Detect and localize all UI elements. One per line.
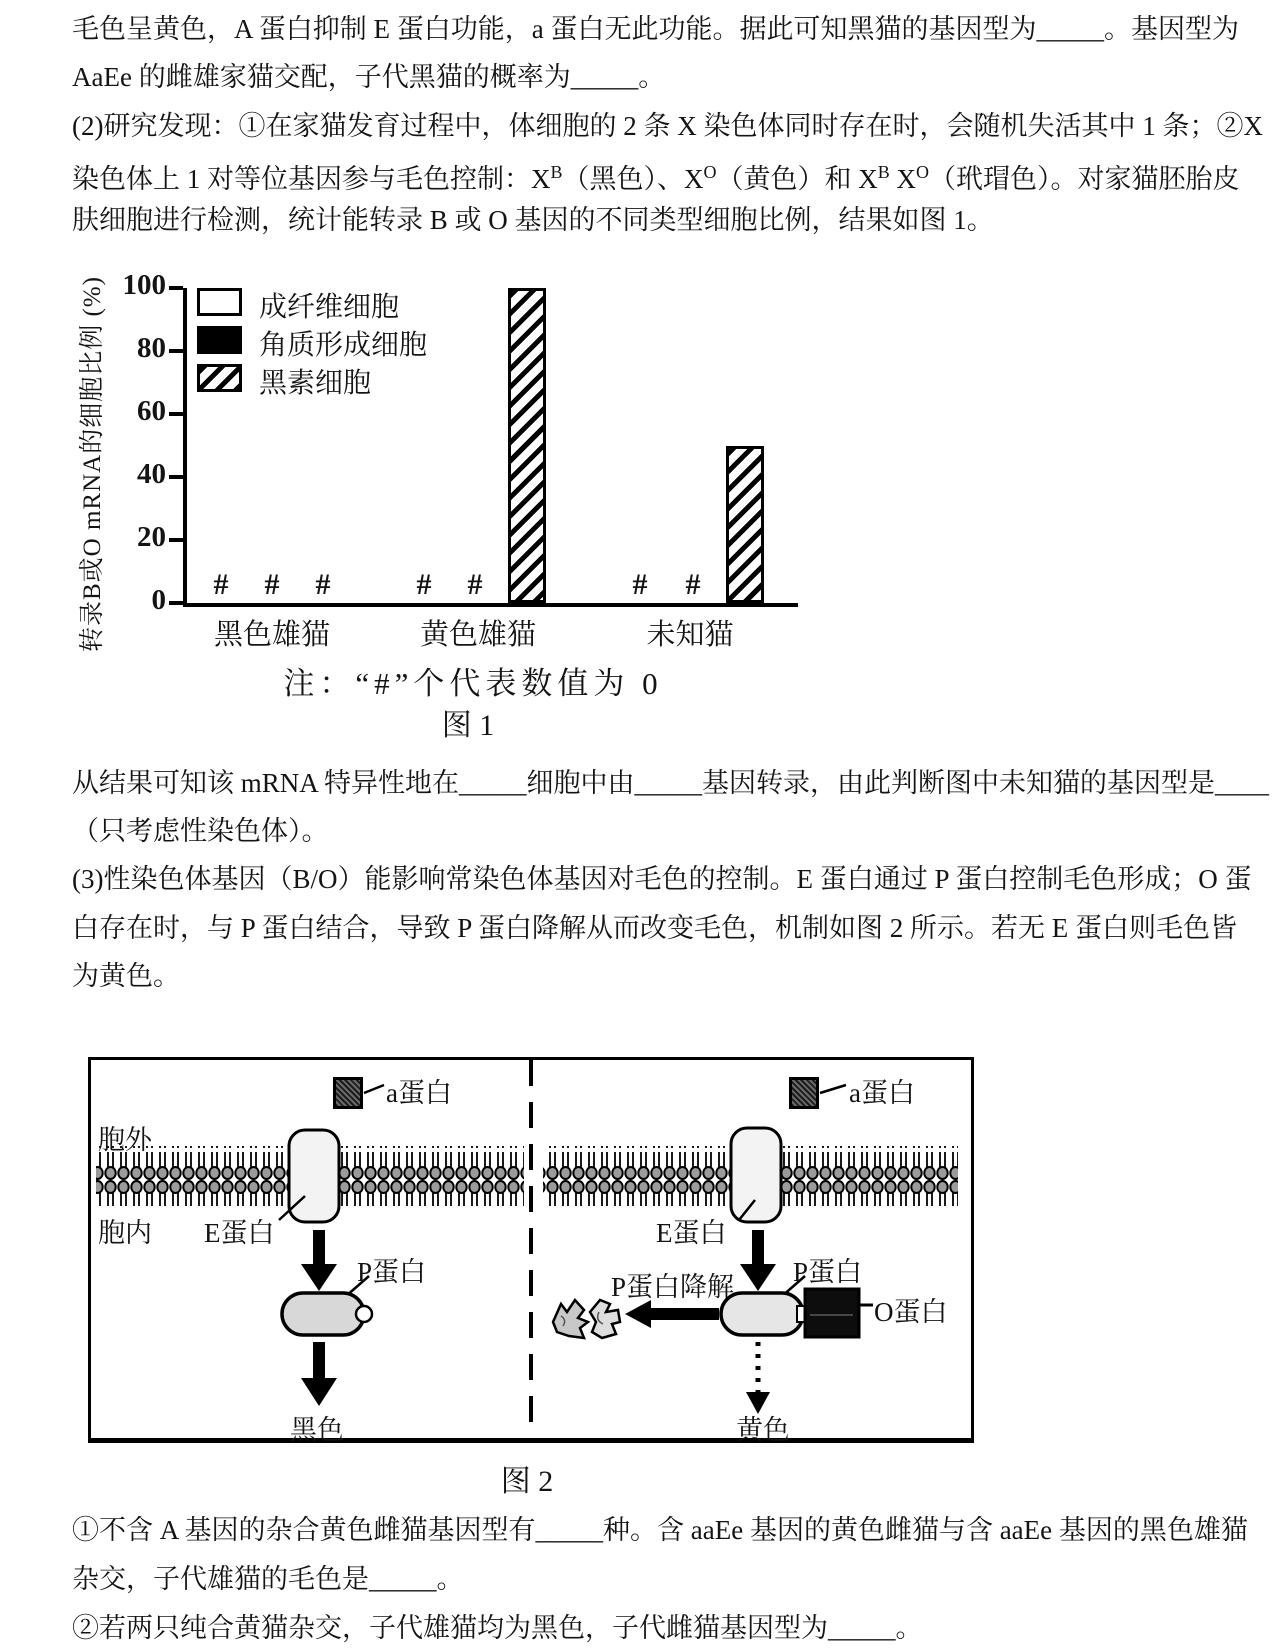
zero-marker: # [467,568,483,601]
y-tick-mark [169,349,183,353]
p-degrade-label: P蛋白降解 [611,1272,735,1302]
p-protein-label-right: P蛋白 [793,1257,863,1287]
zero-marker: # [632,568,648,601]
e-protein-channel-left [289,1130,339,1222]
text-line-8: (3)性染色体基因（B/O）能影响常染色体基因对毛色的控制。E 蛋白通过 P 蛋白控制毛色形成；O 蛋 [72,864,1252,894]
zero-marker: # [416,568,432,601]
zero-marker: # [264,568,280,601]
x-category-label: 黑色雄猫 [213,619,331,651]
y-tick-label: 0 [151,584,166,616]
y-tick-mark [169,412,183,416]
chart-x-axis [183,603,798,607]
a-protein-pointer-left [364,1085,384,1093]
text-line-9: 白存在时，与 P 蛋白结合，导致 P 蛋白降解从而改变毛色，机制如图 2 所示。若无 E 蛋白则毛色皆 [72,913,1238,943]
o-protein-block [805,1289,859,1337]
text-line-1: 毛色呈黄色，A 蛋白抑制 E 蛋白功能，a 蛋白无此功能。据此可知黑猫的基因型为_____。基因型为 [72,14,1239,44]
a-protein-label-right: a蛋白 [849,1078,915,1108]
e-protein-channel-right [731,1128,781,1222]
intracellular-label: 胞内 [98,1218,152,1248]
zero-marker: # [213,568,229,601]
p-protein-notch-left [356,1306,372,1322]
black-result-label: 黑色 [290,1415,344,1445]
text-line-12: 杂交，子代雄猫的毛色是_____。 [72,1564,464,1594]
x-category-label: 未知猫 [646,619,734,651]
legend-swatch-1 [197,288,242,316]
a-protein-icon-right [789,1077,819,1109]
y-tick-mark [169,286,183,290]
a-protein-icon-left [333,1077,363,1109]
legend-swatch-2 [197,326,242,354]
legend-label-1: 成纤维细胞 [259,292,400,323]
a-protein-label-left: a蛋白 [386,1078,452,1108]
y-tick-mark [169,475,183,479]
chart-y-axis-label: 转录B或O mRNA的细胞比例 (%) [79,276,106,652]
legend-swatch-3 [197,364,242,392]
extracellular-label: 胞外 [98,1125,152,1155]
p-protein-left [282,1293,364,1335]
e-protein-label-right: E蛋白 [656,1218,727,1248]
y-tick-label: 60 [137,395,166,427]
y-tick-label: 80 [137,332,166,364]
text-line-6: 从结果可知该 mRNA 特异性地在_____细胞中由_____基因转录，由此判断图中未知猫的基因型是____ [72,768,1270,798]
zero-marker: # [315,568,331,601]
a-protein-pointer-right [820,1085,846,1093]
text-line-4: 染色体上 1 对等位基因参与毛色控制：$X^B$（黑色）、$X^O$（黄色）和 $X^B$ $X^O$（玳瑁色）。对家猫胚胎皮 [72,162,1240,194]
text-line-7: （只考虑性染色体）。 [72,816,329,846]
figure2-diagram [88,1057,974,1443]
figure1-caption: 图 1 [441,709,495,742]
text-line-5: 肤细胞进行检测，统计能转录 B 或 O 基因的不同类型细胞比例，结果如图 1。 [72,205,994,235]
e-protein-label-left: E蛋白 [204,1218,275,1248]
down-arrow-right-1 [740,1230,776,1291]
legend-label-3: 黑素细胞 [259,368,372,399]
zero-marker: # [685,568,701,601]
down-arrow-left-2 [301,1342,337,1406]
degrade-arrow [625,1300,719,1328]
text-line-3: (2)研究发现：①在家猫发育过程中，体细胞的 2 条 X 染色体同时存在时，会随机失活其中 1 条；②X [72,111,1263,141]
p-fragment-2 [590,1300,620,1338]
y-tick-label: 20 [137,521,166,553]
p-protein-label-left: P蛋白 [357,1257,427,1287]
text-line-2: AaEe 的雌雄家猫交配，子代黑猫的概率为_____。 [72,62,666,92]
p-fragment-1 [553,1300,588,1338]
down-arrow-left-1 [301,1230,337,1291]
text-line-11: ①不含 A 基因的杂合黄色雌猫基因型有_____种。含 aaEe 基因的黄色雌猫与含 aaEe 基因的黑色雄猫 [72,1515,1248,1545]
figure1-note: 注：“#”个代表数值为 0 [283,666,663,701]
chart-y-axis [183,288,187,607]
y-tick-label: 100 [122,269,166,301]
o-protein-label: O蛋白 [874,1297,948,1327]
chart-bar [508,288,546,603]
text-line-13: ②若两只纯合黄猫杂交，子代雄猫均为黑色，子代雌猫基因型为_____。 [72,1613,923,1643]
x-category-label: 黄色雄猫 [419,619,537,651]
chart-bar [726,446,764,604]
text-line-10: 为黄色。 [72,961,180,991]
yellow-result-label: 黄色 [736,1415,790,1445]
figure2-caption: 图 2 [500,1465,554,1498]
y-tick-label: 40 [137,458,166,490]
y-tick-mark [169,538,183,542]
legend-label-2: 角质形成细胞 [259,330,428,361]
y-tick-mark [169,601,183,605]
